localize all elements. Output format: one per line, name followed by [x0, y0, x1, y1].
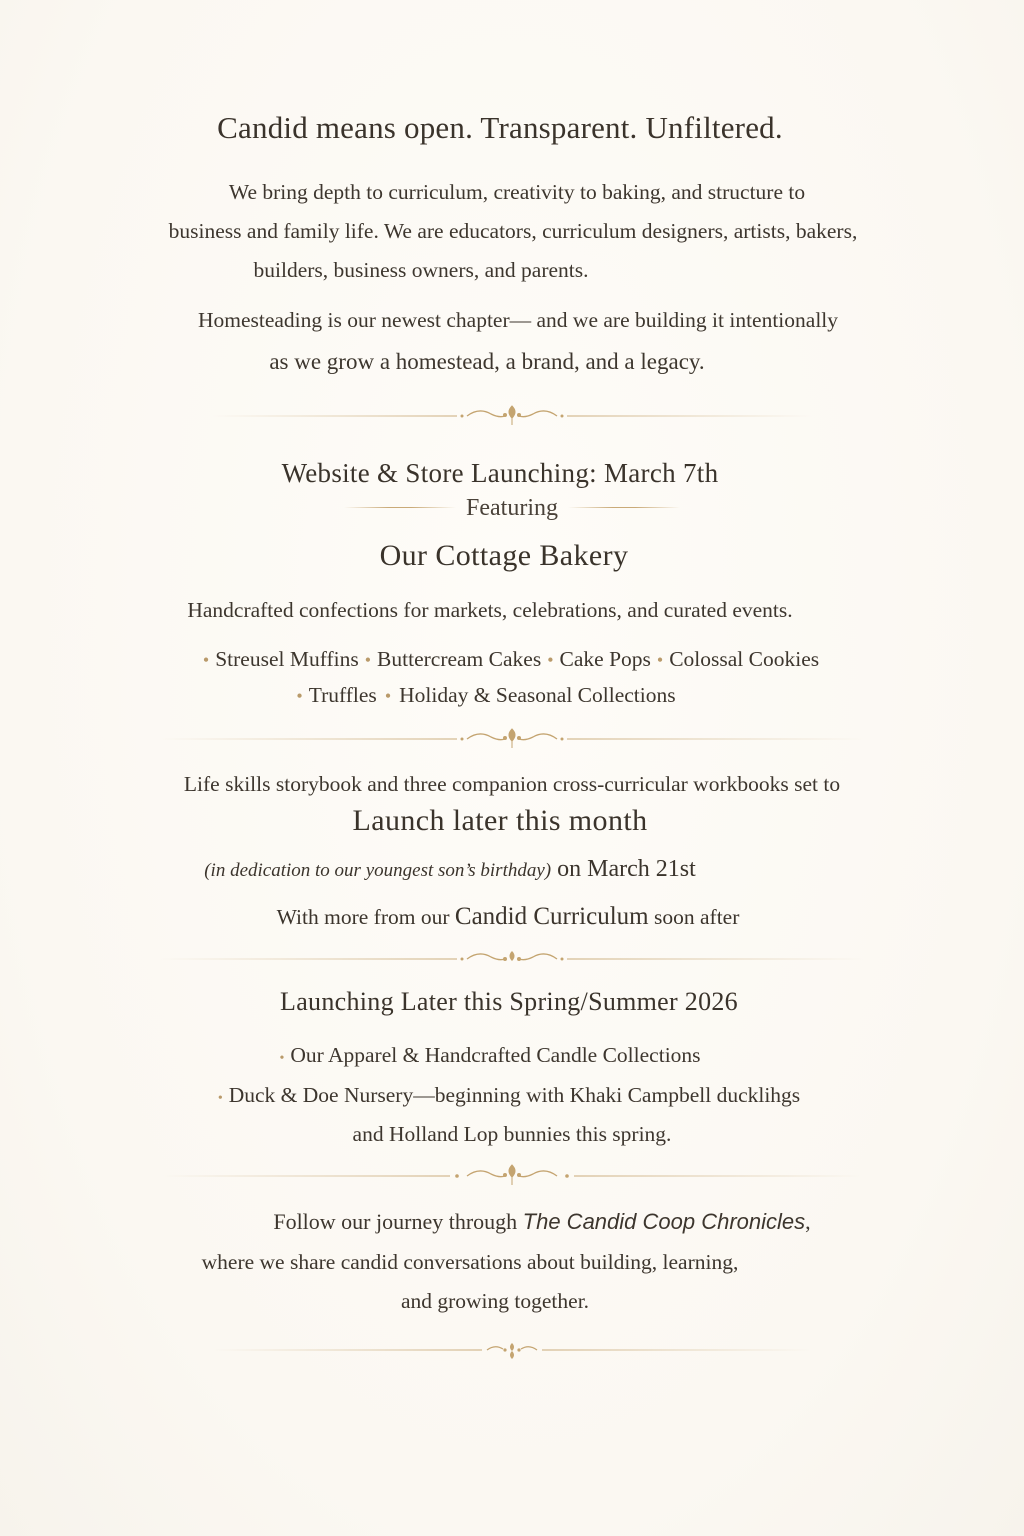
- bullet-icon: •: [364, 650, 372, 670]
- featuring-rule-right: [568, 507, 680, 508]
- bullet-icon: •: [279, 1051, 285, 1066]
- dedication-date: on March 21st: [551, 856, 696, 882]
- product-item: Holiday & Seasonal Collections: [399, 683, 676, 707]
- bullet-icon: •: [547, 650, 554, 670]
- ornamental-divider-4: [160, 1164, 864, 1188]
- dedication-note: (in dedication to our youngest son’s birthday): [204, 860, 552, 881]
- curriculum-more-prefix: With more from our: [276, 905, 455, 929]
- follow-suffix: ,: [805, 1209, 811, 1234]
- featuring-rule-left: [344, 507, 456, 508]
- follow-line-1: [30, 1211, 1024, 1233]
- ornamental-divider-3: [160, 947, 864, 971]
- product-item: Cake Pops: [559, 647, 651, 671]
- products-row-1: [0, 649, 1020, 671]
- bullet-icon: •: [384, 686, 392, 706]
- ornamental-divider-1: [212, 404, 812, 428]
- products-row-2: [0, 685, 995, 707]
- homestead-paragraph-line-1: Homesteading is our newest chapter— and we are building it intentionally: [197, 308, 839, 332]
- website-launch-title: Website & Store Launching: March 7th: [281, 458, 719, 488]
- featuring-label: Featuring: [466, 495, 558, 521]
- chronicles-title: The Candid Coop Chronicles: [522, 1209, 806, 1234]
- dedication-line: [0, 857, 962, 881]
- curriculum-more-line: [0, 904, 1020, 929]
- spring-summer-title: Launching Later this Spring/Summer 2026: [280, 987, 738, 1016]
- product-item: Buttercream Cakes: [377, 647, 542, 671]
- bullet-icon: •: [202, 650, 210, 670]
- intro-paragraph-line-1: We bring depth to curriculum, creativity to baking, and structure to: [228, 180, 806, 204]
- bullet-icon: •: [296, 686, 303, 706]
- spring-item-2-text: Duck & Doe Nursery—beginning with Khaki Campbell ducklihgs: [228, 1083, 801, 1107]
- bullet-icon: •: [656, 650, 664, 670]
- follow-line-3: and growing together.: [400, 1289, 590, 1313]
- intro-paragraph-line-3: builders, business owners, and parents.: [253, 258, 589, 282]
- curriculum-launch-heading: Launch later this month: [352, 804, 648, 837]
- featuring-label-row: [0, 496, 1024, 520]
- ornamental-divider-5: [212, 1338, 812, 1362]
- spring-item-2: [0, 1085, 1018, 1107]
- spring-item-1: [0, 1045, 999, 1067]
- bakery-title: Our Cottage Bakery: [379, 539, 629, 572]
- spring-item-1-text: Our Apparel & Handcrafted Candle Collections: [290, 1043, 701, 1067]
- headline: Candid means open. Transparent. Unfiltered.: [217, 110, 783, 145]
- curriculum-more-suffix: soon after: [648, 905, 740, 929]
- bakery-description: Handcrafted confections for markets, celebrations, and curated events.: [187, 598, 793, 622]
- follow-line-2: where we share candid conversations about building, learning,: [201, 1250, 739, 1274]
- product-item: Streusel Muffins: [215, 647, 359, 671]
- product-item: Colossal Cookies: [669, 647, 820, 671]
- ornamental-divider-2: [160, 727, 864, 751]
- curriculum-brand: Candid Curriculum: [454, 903, 649, 930]
- intro-paragraph-line-2: business and family life. We are educators, curriculum designers, artists, bakers,: [168, 219, 858, 243]
- product-item: Truffles: [308, 683, 377, 707]
- follow-prefix: Follow our journey through: [273, 1209, 523, 1234]
- bullet-icon: •: [217, 1091, 223, 1106]
- curriculum-intro: Life skills storybook and three companion cross-curricular workbooks set to: [183, 772, 841, 796]
- homestead-paragraph-line-2: as we grow a homestead, a brand, and a legacy.: [269, 349, 705, 374]
- spring-item-2-continuation: and Holland Lop bunnies this spring.: [352, 1122, 672, 1146]
